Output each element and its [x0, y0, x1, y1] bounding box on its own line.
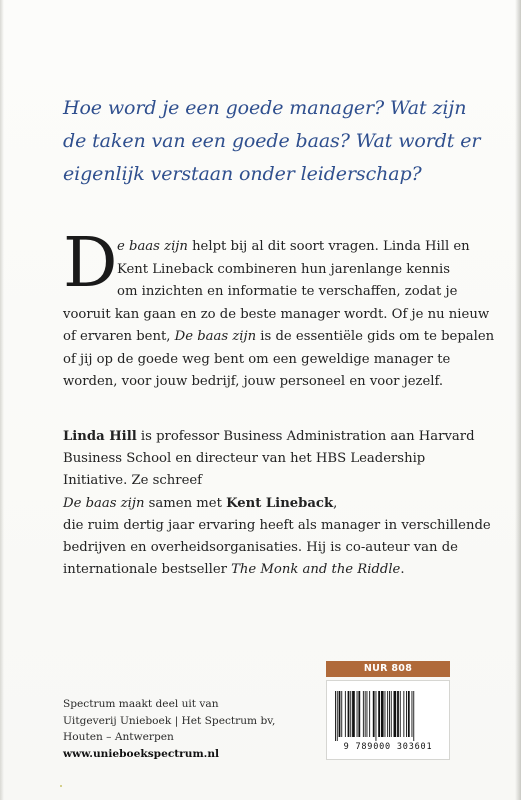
bio-text: samen met: [144, 495, 227, 511]
bio-line: [63, 426, 483, 448]
barcode-bar: [412, 691, 413, 737]
bio-text: internationale bestseller: [63, 562, 232, 578]
barcode-bars: [335, 691, 441, 741]
barcode-bar: [358, 691, 360, 737]
barcode-bar: [341, 691, 342, 737]
barcode-bar: [348, 691, 350, 737]
bio-line: Initiative. Ze schreef: [63, 473, 203, 489]
barcode-bar: [337, 691, 338, 741]
barcode-bar: [363, 691, 364, 737]
description-line: worden, voor jouw bedrijf, jouw personeel en voor jezelf.: [63, 374, 444, 389]
intro-line: eigenlijk verstaan onder leiderschap?: [63, 163, 422, 185]
barcode-bar: [365, 691, 366, 737]
author-name-bold: Kent Lineback: [226, 495, 334, 511]
bio-text: ,: [333, 495, 338, 511]
book-title-italic: e baas zijn: [117, 239, 188, 254]
barcode-bar: [413, 691, 414, 741]
barcode-bar: [350, 691, 351, 737]
barcode-bar: [378, 691, 380, 737]
description-line: vooruit kan gaan en zo de beste manager wordt. Of je nu nieuw: [63, 306, 490, 322]
description-text: is de essentiële gids om te bepalen: [256, 329, 495, 344]
bio-line: bedrijven en overheidsorganisaties. Hij is co-auteur van de: [63, 540, 458, 556]
barcode-bar: [408, 691, 410, 737]
book-description: [63, 236, 495, 394]
intro-line: Hoe word je een goede manager? Wat zijn: [63, 97, 467, 119]
bio-text: is professor Business Administration aan Harvard: [136, 429, 475, 444]
barcode-bar: [369, 691, 370, 737]
barcode-bar: [400, 691, 401, 737]
bio-line: [63, 559, 483, 581]
book-title-italic: De baas zijn: [63, 495, 145, 511]
intro-questions: [63, 92, 513, 191]
book-title-italic: De baas zijn: [174, 329, 257, 344]
barcode-bar: [387, 691, 388, 737]
barcode-bar: [385, 691, 386, 737]
barcode-bar: [357, 691, 358, 737]
publisher-line: Spectrum maakt deel uit van: [63, 698, 219, 710]
cover-left-edge: [0, 0, 4, 800]
barcode-bar: [397, 691, 399, 737]
barcode-bar: [345, 691, 346, 737]
barcode-bar: [394, 691, 397, 737]
description-line: om inzichten en informatie te verschaffen, zodat je: [117, 284, 458, 299]
barcode-bar: [391, 691, 392, 737]
author-name-bold: Linda Hill: [63, 429, 137, 444]
drop-cap-letter: D: [63, 224, 118, 303]
cover-right-edge: [515, 0, 521, 800]
description-line: [63, 326, 495, 349]
barcode-bar: [373, 691, 375, 737]
description-line: Kent Lineback combineren hun jarenlange kennis: [117, 261, 451, 277]
publisher-info: [63, 696, 303, 762]
barcode-bar: [339, 691, 341, 737]
description-text: helpt bij al dit soort vragen. Linda Hill en: [187, 239, 470, 254]
barcode-digits: 9 789000 303601: [343, 742, 433, 752]
publisher-line: Uitgeverij Unieboek | Het Spectrum bv,: [63, 714, 276, 727]
barcode-bar: [352, 691, 355, 737]
publisher-website[interactable]: www.unieboekspectrum.nl: [63, 747, 220, 760]
print-speck: [60, 785, 62, 787]
bio-text: .: [400, 562, 405, 578]
barcode-bar: [381, 691, 384, 737]
bio-line: Business School en directeur van het HBS Leadership: [63, 451, 426, 467]
description-line: of jij op de goede weg bent om een geweldige manager te: [63, 351, 451, 367]
nur-badge: NUR 808: [326, 661, 450, 677]
isbn-barcode: [326, 680, 450, 760]
bio-line: [63, 493, 483, 515]
barcode-bar: [376, 691, 377, 741]
intro-line: de taken van een goede baas? Wat wordt er: [63, 130, 481, 152]
barcode-bar: [367, 691, 368, 737]
book-title-italic: The Monk and the Riddle: [231, 562, 401, 578]
publisher-line: Houten – Antwerpen: [63, 731, 174, 743]
barcode-bar: [389, 691, 390, 737]
barcode-bar: [406, 691, 407, 737]
barcode-bar: [335, 691, 336, 741]
author-bio: [63, 426, 491, 581]
bio-line: die ruim dertig jaar ervaring heeft als manager in verschillende: [63, 517, 491, 533]
barcode-bar: [403, 691, 404, 737]
description-text: of ervaren bent,: [63, 329, 175, 344]
description-line: [63, 236, 470, 259]
